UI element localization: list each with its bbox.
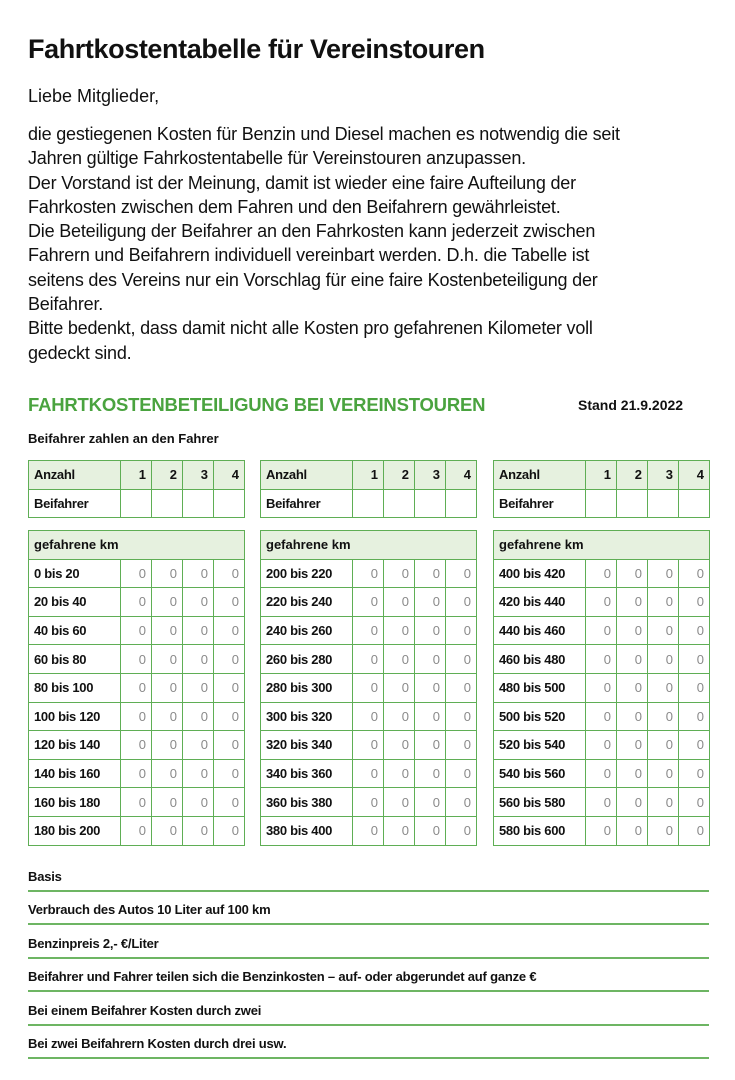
table-row [29, 731, 245, 760]
cost-value: 0 [214, 759, 245, 788]
table-row [494, 559, 710, 588]
cost-value: 0 [586, 645, 617, 674]
cost-value: 0 [446, 559, 477, 588]
km-range: 220 bis 240 [261, 588, 353, 617]
cost-value: 0 [679, 645, 710, 674]
cost-value: 0 [214, 559, 245, 588]
table-row [261, 616, 477, 645]
km-range: 0 bis 20 [29, 559, 121, 588]
count-column-2: 2 [617, 461, 648, 490]
cost-value: 0 [183, 616, 214, 645]
table-row [29, 702, 245, 731]
empty-cell [183, 489, 214, 518]
table-row [494, 645, 710, 674]
basis-item: Bei zwei Beifahrern Kosten durch drei usw. [28, 1026, 709, 1060]
cost-value: 0 [214, 616, 245, 645]
body-line: Beifahrer. [28, 294, 104, 315]
cost-value: 0 [648, 788, 679, 817]
basis-heading: Basis [28, 858, 709, 892]
km-range: 360 bis 380 [261, 788, 353, 817]
cost-value: 0 [648, 816, 679, 845]
empty-cell [384, 489, 415, 518]
cost-value: 0 [648, 673, 679, 702]
km-range: 280 bis 300 [261, 673, 353, 702]
cost-value: 0 [415, 559, 446, 588]
cost-value: 0 [214, 673, 245, 702]
cost-value: 0 [384, 673, 415, 702]
cost-value: 0 [121, 731, 152, 760]
cost-value: 0 [214, 702, 245, 731]
cost-value: 0 [617, 731, 648, 760]
cost-value: 0 [415, 588, 446, 617]
cost-value: 0 [446, 673, 477, 702]
passenger-count-table [260, 460, 477, 518]
cost-value: 0 [121, 788, 152, 817]
km-header-row [494, 531, 710, 560]
empty-cell [586, 489, 617, 518]
km-range: 560 bis 580 [494, 788, 586, 817]
body-line: gedeckt sind. [28, 342, 132, 363]
km-range: 460 bis 480 [494, 645, 586, 674]
count-column-2: 2 [384, 461, 415, 490]
cost-value: 0 [353, 816, 384, 845]
cost-value: 0 [183, 559, 214, 588]
count-column-4: 4 [679, 461, 710, 490]
cost-value: 0 [446, 816, 477, 845]
count-column-2: 2 [152, 461, 183, 490]
cost-value: 0 [183, 645, 214, 674]
cost-value: 0 [384, 559, 415, 588]
km-range: 240 bis 260 [261, 616, 353, 645]
body-line: Fahrkosten zwischen dem Fahren und den Beifahrern gewährleistet. [28, 196, 561, 217]
basis-item: Benzinpreis 2,- €/Liter [28, 925, 709, 959]
empty-cell [648, 489, 679, 518]
km-range: 160 bis 180 [29, 788, 121, 817]
cost-value: 0 [415, 645, 446, 674]
km-range: 60 bis 80 [29, 645, 121, 674]
table-row [494, 673, 710, 702]
cost-value: 0 [183, 759, 214, 788]
body-line: seitens des Vereins nur ein Vorschlag für eine faire Kostenbeteiligung der [28, 269, 598, 290]
count-column-1: 1 [353, 461, 384, 490]
table-row [261, 816, 477, 845]
cost-value: 0 [214, 788, 245, 817]
cost-value: 0 [679, 588, 710, 617]
cost-value: 0 [384, 702, 415, 731]
count-header-row [494, 461, 710, 490]
count-label: Anzahl [261, 461, 353, 490]
table-row [261, 559, 477, 588]
km-label: gefahrene km [261, 531, 477, 560]
basis-item: Verbrauch des Autos 10 Liter auf 100 km [28, 892, 709, 926]
passenger-row [494, 489, 710, 518]
km-range: 500 bis 520 [494, 702, 586, 731]
cost-value: 0 [152, 673, 183, 702]
km-range: 400 bis 420 [494, 559, 586, 588]
km-range: 580 bis 600 [494, 816, 586, 845]
passenger-count-table [28, 460, 245, 518]
cost-value: 0 [446, 731, 477, 760]
cost-value: 0 [586, 731, 617, 760]
cost-value: 0 [586, 588, 617, 617]
cost-value: 0 [214, 731, 245, 760]
cost-value: 0 [446, 588, 477, 617]
cost-value: 0 [353, 731, 384, 760]
cost-value: 0 [152, 816, 183, 845]
cost-value: 0 [586, 673, 617, 702]
count-column-1: 1 [121, 461, 152, 490]
cost-value: 0 [384, 788, 415, 817]
cost-value: 0 [121, 702, 152, 731]
km-range: 520 bis 540 [494, 731, 586, 760]
cost-value: 0 [214, 588, 245, 617]
cost-value: 0 [152, 788, 183, 817]
count-column-4: 4 [446, 461, 477, 490]
passenger-label: Beifahrer [261, 489, 353, 518]
table-row [261, 673, 477, 702]
cost-value: 0 [617, 559, 648, 588]
cost-value: 0 [121, 645, 152, 674]
table-row [494, 731, 710, 760]
table-row [261, 731, 477, 760]
passenger-label: Beifahrer [494, 489, 586, 518]
cost-value: 0 [152, 731, 183, 760]
table-row [494, 788, 710, 817]
cost-value: 0 [183, 702, 214, 731]
basis-item: Bei einem Beifahrer Kosten durch zwei [28, 992, 709, 1026]
cost-value: 0 [586, 702, 617, 731]
cost-value: 0 [679, 816, 710, 845]
cost-value: 0 [617, 816, 648, 845]
cost-value: 0 [353, 559, 384, 588]
km-cost-table [28, 530, 245, 846]
table-row [494, 588, 710, 617]
cost-value: 0 [415, 673, 446, 702]
km-range: 480 bis 500 [494, 673, 586, 702]
km-range: 80 bis 100 [29, 673, 121, 702]
cost-value: 0 [384, 816, 415, 845]
cost-value: 0 [121, 616, 152, 645]
cost-value: 0 [384, 759, 415, 788]
cost-value: 0 [446, 702, 477, 731]
count-column-3: 3 [183, 461, 214, 490]
basis-item: Beifahrer und Fahrer teilen sich die Benzinkosten – auf- oder abgerundet auf ganze € [28, 959, 709, 993]
count-column-3: 3 [648, 461, 679, 490]
passenger-row [261, 489, 477, 518]
stand-date: Stand 21.9.2022 [578, 397, 684, 413]
km-range: 120 bis 140 [29, 731, 121, 760]
km-range: 200 bis 220 [261, 559, 353, 588]
cost-value: 0 [617, 788, 648, 817]
count-header-row [29, 461, 245, 490]
passenger-row [29, 489, 245, 518]
empty-cell [446, 489, 477, 518]
cost-value: 0 [679, 731, 710, 760]
cost-value: 0 [353, 788, 384, 817]
cost-value: 0 [446, 645, 477, 674]
cost-value: 0 [415, 616, 446, 645]
passenger-label: Beifahrer [29, 489, 121, 518]
greeting: Liebe Mitglieder, [28, 86, 160, 106]
cost-value: 0 [415, 816, 446, 845]
km-label: gefahrene km [29, 531, 245, 560]
cost-value: 0 [415, 702, 446, 731]
body-line: Jahren gültige Fahrkostentabelle für Vereinstouren anzupassen. [28, 148, 526, 169]
section-title: FAHRTKOSTENBETEILIGUNG BEI VEREINSTOUREN [28, 394, 486, 415]
cost-value: 0 [617, 588, 648, 617]
cost-value: 0 [415, 759, 446, 788]
section-subtitle: Beifahrer zahlen an den Fahrer [28, 431, 219, 446]
cost-value: 0 [679, 559, 710, 588]
body-line: Die Beteiligung der Beifahrer an den Fahrkosten kann jederzeit zwischen [28, 221, 596, 242]
cost-value: 0 [648, 645, 679, 674]
km-range: 380 bis 400 [261, 816, 353, 845]
cost-value: 0 [617, 616, 648, 645]
count-label: Anzahl [494, 461, 586, 490]
km-range: 320 bis 340 [261, 731, 353, 760]
cost-value: 0 [586, 616, 617, 645]
count-header-row [261, 461, 477, 490]
table-row [29, 559, 245, 588]
table-row [494, 816, 710, 845]
km-range: 180 bis 200 [29, 816, 121, 845]
empty-cell [353, 489, 384, 518]
empty-cell [617, 489, 648, 518]
km-range: 340 bis 360 [261, 759, 353, 788]
table-row [29, 588, 245, 617]
cost-value: 0 [446, 788, 477, 817]
empty-cell [679, 489, 710, 518]
cost-value: 0 [353, 588, 384, 617]
km-label: gefahrene km [494, 531, 710, 560]
body-line: Fahrern und Beifahrern individuell vereinbart werden. D.h. die Tabelle ist [28, 245, 590, 266]
cost-value: 0 [152, 559, 183, 588]
table-row [494, 616, 710, 645]
cost-value: 0 [617, 673, 648, 702]
passenger-count-table [493, 460, 710, 518]
table-row [29, 788, 245, 817]
cost-value: 0 [384, 645, 415, 674]
table-row [29, 816, 245, 845]
table-row [29, 673, 245, 702]
cost-value: 0 [679, 616, 710, 645]
basis-list [28, 858, 709, 1059]
cost-value: 0 [679, 702, 710, 731]
count-column-3: 3 [415, 461, 446, 490]
cost-value: 0 [648, 702, 679, 731]
cost-value: 0 [353, 759, 384, 788]
cost-value: 0 [183, 788, 214, 817]
cost-value: 0 [121, 559, 152, 588]
count-label: Anzahl [29, 461, 121, 490]
body-line: Bitte bedenkt, dass damit nicht alle Kosten pro gefahrenen Kilometer voll [28, 318, 593, 339]
empty-cell [121, 489, 152, 518]
table-row [29, 616, 245, 645]
cost-value: 0 [152, 616, 183, 645]
intro-text [28, 122, 718, 365]
cost-value: 0 [183, 588, 214, 617]
cost-value: 0 [183, 731, 214, 760]
cost-value: 0 [617, 759, 648, 788]
cost-value: 0 [353, 673, 384, 702]
km-range: 420 bis 440 [494, 588, 586, 617]
cost-value: 0 [586, 759, 617, 788]
cost-value: 0 [586, 559, 617, 588]
page-title: Fahrtkostentabelle für Vereinstouren [28, 34, 485, 64]
table-row [261, 702, 477, 731]
cost-value: 0 [617, 702, 648, 731]
cost-value: 0 [446, 616, 477, 645]
cost-value: 0 [679, 759, 710, 788]
count-column-4: 4 [214, 461, 245, 490]
cost-value: 0 [152, 588, 183, 617]
cost-value: 0 [183, 673, 214, 702]
km-range: 100 bis 120 [29, 702, 121, 731]
empty-cell [415, 489, 446, 518]
cost-value: 0 [183, 816, 214, 845]
table-row [261, 788, 477, 817]
km-range: 40 bis 60 [29, 616, 121, 645]
km-range: 300 bis 320 [261, 702, 353, 731]
km-range: 140 bis 160 [29, 759, 121, 788]
km-range: 440 bis 460 [494, 616, 586, 645]
km-range: 260 bis 280 [261, 645, 353, 674]
cost-value: 0 [214, 816, 245, 845]
count-column-1: 1 [586, 461, 617, 490]
km-header-row [29, 531, 245, 560]
body-line: Der Vorstand ist der Meinung, damit ist wieder eine faire Aufteilung der [28, 172, 576, 193]
cost-value: 0 [121, 588, 152, 617]
table-row [494, 702, 710, 731]
table-row [261, 588, 477, 617]
cost-value: 0 [679, 788, 710, 817]
cost-value: 0 [446, 759, 477, 788]
table-row [261, 759, 477, 788]
cost-value: 0 [353, 616, 384, 645]
km-range: 540 bis 560 [494, 759, 586, 788]
km-cost-table [493, 530, 710, 846]
cost-value: 0 [353, 645, 384, 674]
cost-value: 0 [384, 616, 415, 645]
km-range: 20 bis 40 [29, 588, 121, 617]
cost-value: 0 [152, 702, 183, 731]
cost-value: 0 [617, 645, 648, 674]
cost-value: 0 [214, 645, 245, 674]
cost-value: 0 [415, 788, 446, 817]
cost-value: 0 [384, 731, 415, 760]
cost-value: 0 [648, 759, 679, 788]
cost-value: 0 [384, 588, 415, 617]
table-row [494, 759, 710, 788]
cost-value: 0 [121, 816, 152, 845]
cost-value: 0 [648, 559, 679, 588]
table-row [261, 645, 477, 674]
cost-value: 0 [152, 645, 183, 674]
cost-value: 0 [121, 759, 152, 788]
km-cost-table [260, 530, 477, 846]
km-header-row [261, 531, 477, 560]
table-row [29, 645, 245, 674]
cost-value: 0 [121, 673, 152, 702]
cost-value: 0 [353, 702, 384, 731]
cost-value: 0 [586, 788, 617, 817]
cost-value: 0 [648, 731, 679, 760]
cost-value: 0 [415, 731, 446, 760]
cost-value: 0 [586, 816, 617, 845]
empty-cell [214, 489, 245, 518]
table-row [29, 759, 245, 788]
cost-value: 0 [648, 588, 679, 617]
cost-value: 0 [679, 673, 710, 702]
cost-value: 0 [648, 616, 679, 645]
body-line: die gestiegenen Kosten für Benzin und Diesel machen es notwendig die seit [28, 124, 620, 144]
empty-cell [152, 489, 183, 518]
cost-value: 0 [152, 759, 183, 788]
